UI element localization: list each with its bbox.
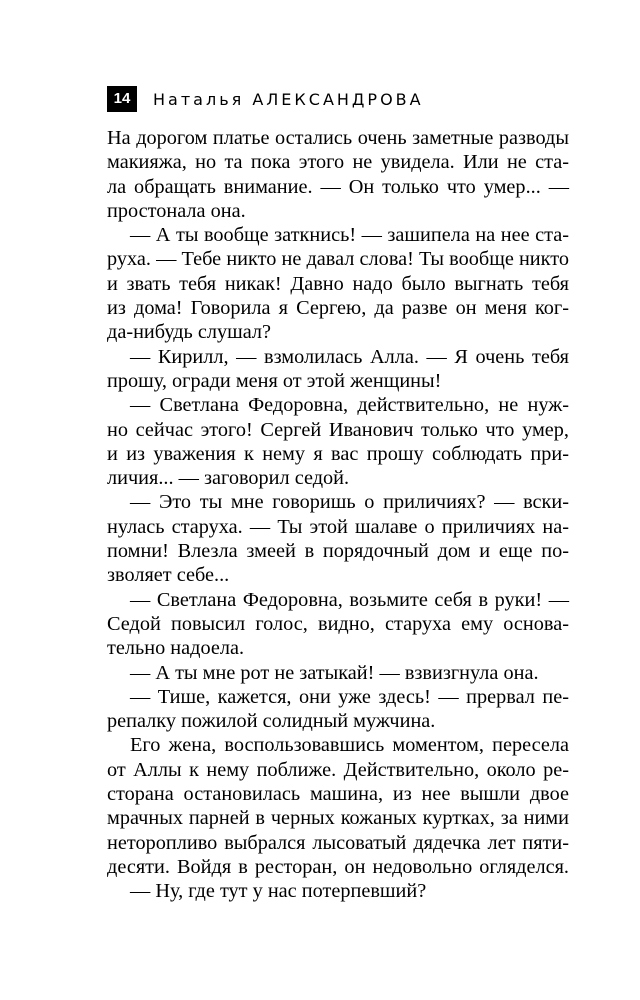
- text-line: от Аллы к нему поближе. Действительно, около ре-: [107, 758, 569, 781]
- text-line: прошу, огради меня от этой женщины!: [107, 369, 442, 392]
- text-line: — Это ты мне говоришь о приличиях? — вски-: [130, 491, 569, 514]
- text-line: неторопливо выбрался лысоватый дядечка лет пяти-: [107, 831, 569, 854]
- text-line: — Светлана Федоровна, действительно, не нуж-: [130, 394, 569, 417]
- text-line: да-нибудь слушал?: [107, 321, 272, 344]
- header-author: Наталья АЛЕКСАНДРОВА: [153, 89, 424, 109]
- text-line: тельно надоела.: [107, 637, 245, 660]
- text-line: ла обращать внимание. — Он только что умер... —: [107, 175, 569, 198]
- text-line: помни! Влезла змеей в порядочный дом и еще по-: [107, 540, 569, 563]
- text-line: — Светлана Федоровна, возьмите себя в руки! —: [130, 588, 569, 611]
- text-line: десяти. Войдя в ресторан, он недовольно огляделся.: [107, 855, 569, 878]
- text-line: из дома! Говорила я Сергею, да разве он меня ког-: [107, 297, 569, 320]
- text-line: и звать тебя никак! Давно надо было выгнать тебя: [107, 272, 569, 295]
- text-line: простонала она.: [107, 199, 246, 222]
- text-line: — Кирилл, — взмолилась Алла. — Я очень тебя: [130, 345, 569, 368]
- text-line: — А ты вообще заткнись! — зашипела на нее ста-: [130, 224, 569, 247]
- text-line: но сейчас этого! Сергей Иванович только что умер,: [107, 418, 569, 441]
- text-line: личия... — заговорил седой.: [107, 467, 350, 490]
- text-line: На дорогом платье остались очень заметные разводы: [107, 127, 569, 149]
- text-line: Седой повысил голос, видно, старуха ему основа-: [107, 612, 569, 635]
- text-line: — А ты мне рот не затыкай! — взвизгнула она.: [130, 661, 539, 684]
- text-line: — Тише, кажется, они уже здесь! — прервал пе-: [130, 685, 569, 708]
- text-line: сторана остановилась машина, из нее вышли двое: [107, 783, 569, 806]
- running-head: [107, 86, 424, 112]
- text-line: макияжа, но та пока этого не увидела. Или не ста-: [107, 151, 569, 174]
- text-line: и из уважения к нему я вас прошу соблюдать при-: [107, 442, 569, 465]
- body-text: [107, 126, 569, 904]
- text-line: нулась старуха. — Ты этой шалаве о приличиях на-: [107, 515, 569, 538]
- page-number: 14: [107, 86, 137, 112]
- text-line: руха. — Тебе никто не давал слова! Ты вообще никто: [107, 248, 569, 271]
- text-line: — Ну, где тут у нас потерпевший?: [130, 880, 427, 903]
- text-line: зволяет себе...: [107, 564, 230, 587]
- text-line: Его жена, воспользовавшись моментом, пересела: [130, 734, 569, 757]
- text-line: мрачных парней в черных кожаных куртках, за ними: [107, 807, 569, 830]
- text-line: репалку пожилой солидный мужчина.: [107, 710, 436, 733]
